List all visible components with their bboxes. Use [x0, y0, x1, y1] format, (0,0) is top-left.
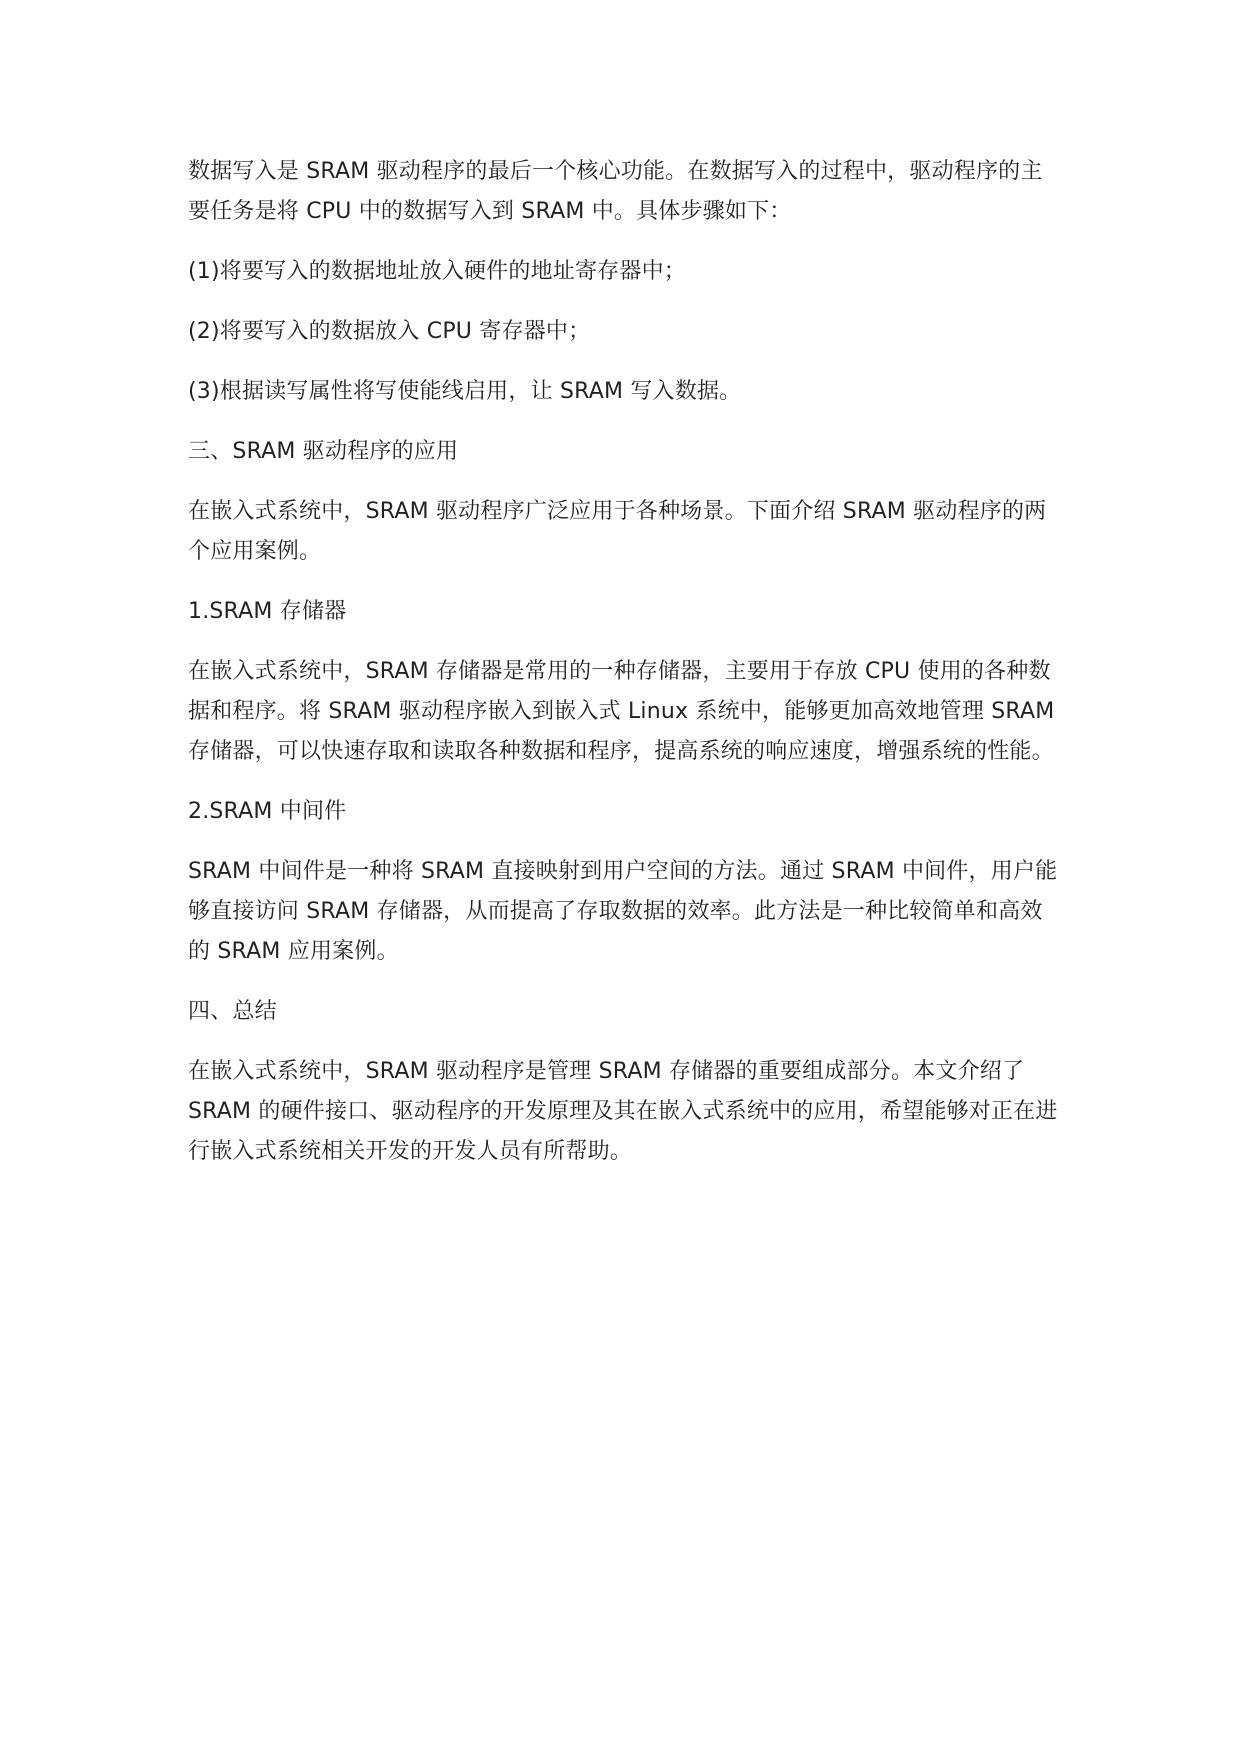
- paragraph-sram-memory: 在嵌入式系统中，SRAM 存储器是常用的一种存储器，主要用于存放 CPU 使用的各种数据和程序。将 SRAM 驱动程序嵌入到嵌入式 Linux 系统中，能够更加高效地管理 SRAM 存储器，可以快速存取和读取各种数据和程序，提高系统的响应速度，增强系统的性能。: [188, 659, 1055, 764]
- step-2: (2)将要写入的数据放入 CPU 寄存器中；: [188, 319, 591, 344]
- subheading-sram-middleware: 2.SRAM 中间件: [188, 799, 347, 824]
- paragraph-data-write-intro: 数据写入是 SRAM 驱动程序的最后一个核心功能。在数据写入的过程中，驱动程序的主要任务是将 CPU 中的数据写入到 SRAM 中。具体步骤如下：: [188, 159, 1043, 224]
- document-body: [188, 152, 1058, 1192]
- step-3: (3)根据读写属性将写使能线启用，让 SRAM 写入数据。: [188, 379, 742, 404]
- paragraph-sram-middleware: SRAM 中间件是一种将 SRAM 直接映射到用户空间的方法。通过 SRAM 中间件，用户能够直接访问 SRAM 存储器，从而提高了存取数据的效率。此方法是一种比较简单和高效的 SRAM 应用案例。: [188, 859, 1058, 964]
- section-heading-applications: 三、SRAM 驱动程序的应用: [188, 439, 459, 464]
- paragraph-summary: 在嵌入式系统中，SRAM 驱动程序是管理 SRAM 存储器的重要组成部分。本文介绍了 SRAM 的硬件接口、驱动程序的开发原理及其在嵌入式系统中的应用，希望能够对正在进行嵌入式系统相关开发的开发人员有所帮助。: [188, 1059, 1058, 1164]
- step-1: (1)将要写入的数据地址放入硬件的地址寄存器中；: [188, 259, 686, 284]
- paragraph-applications-intro: 在嵌入式系统中，SRAM 驱动程序广泛应用于各种场景。下面介绍 SRAM 驱动程序的两个应用案例。: [188, 499, 1047, 564]
- subheading-sram-memory: 1.SRAM 存储器: [188, 599, 347, 624]
- section-heading-summary: 四、总结: [188, 999, 277, 1024]
